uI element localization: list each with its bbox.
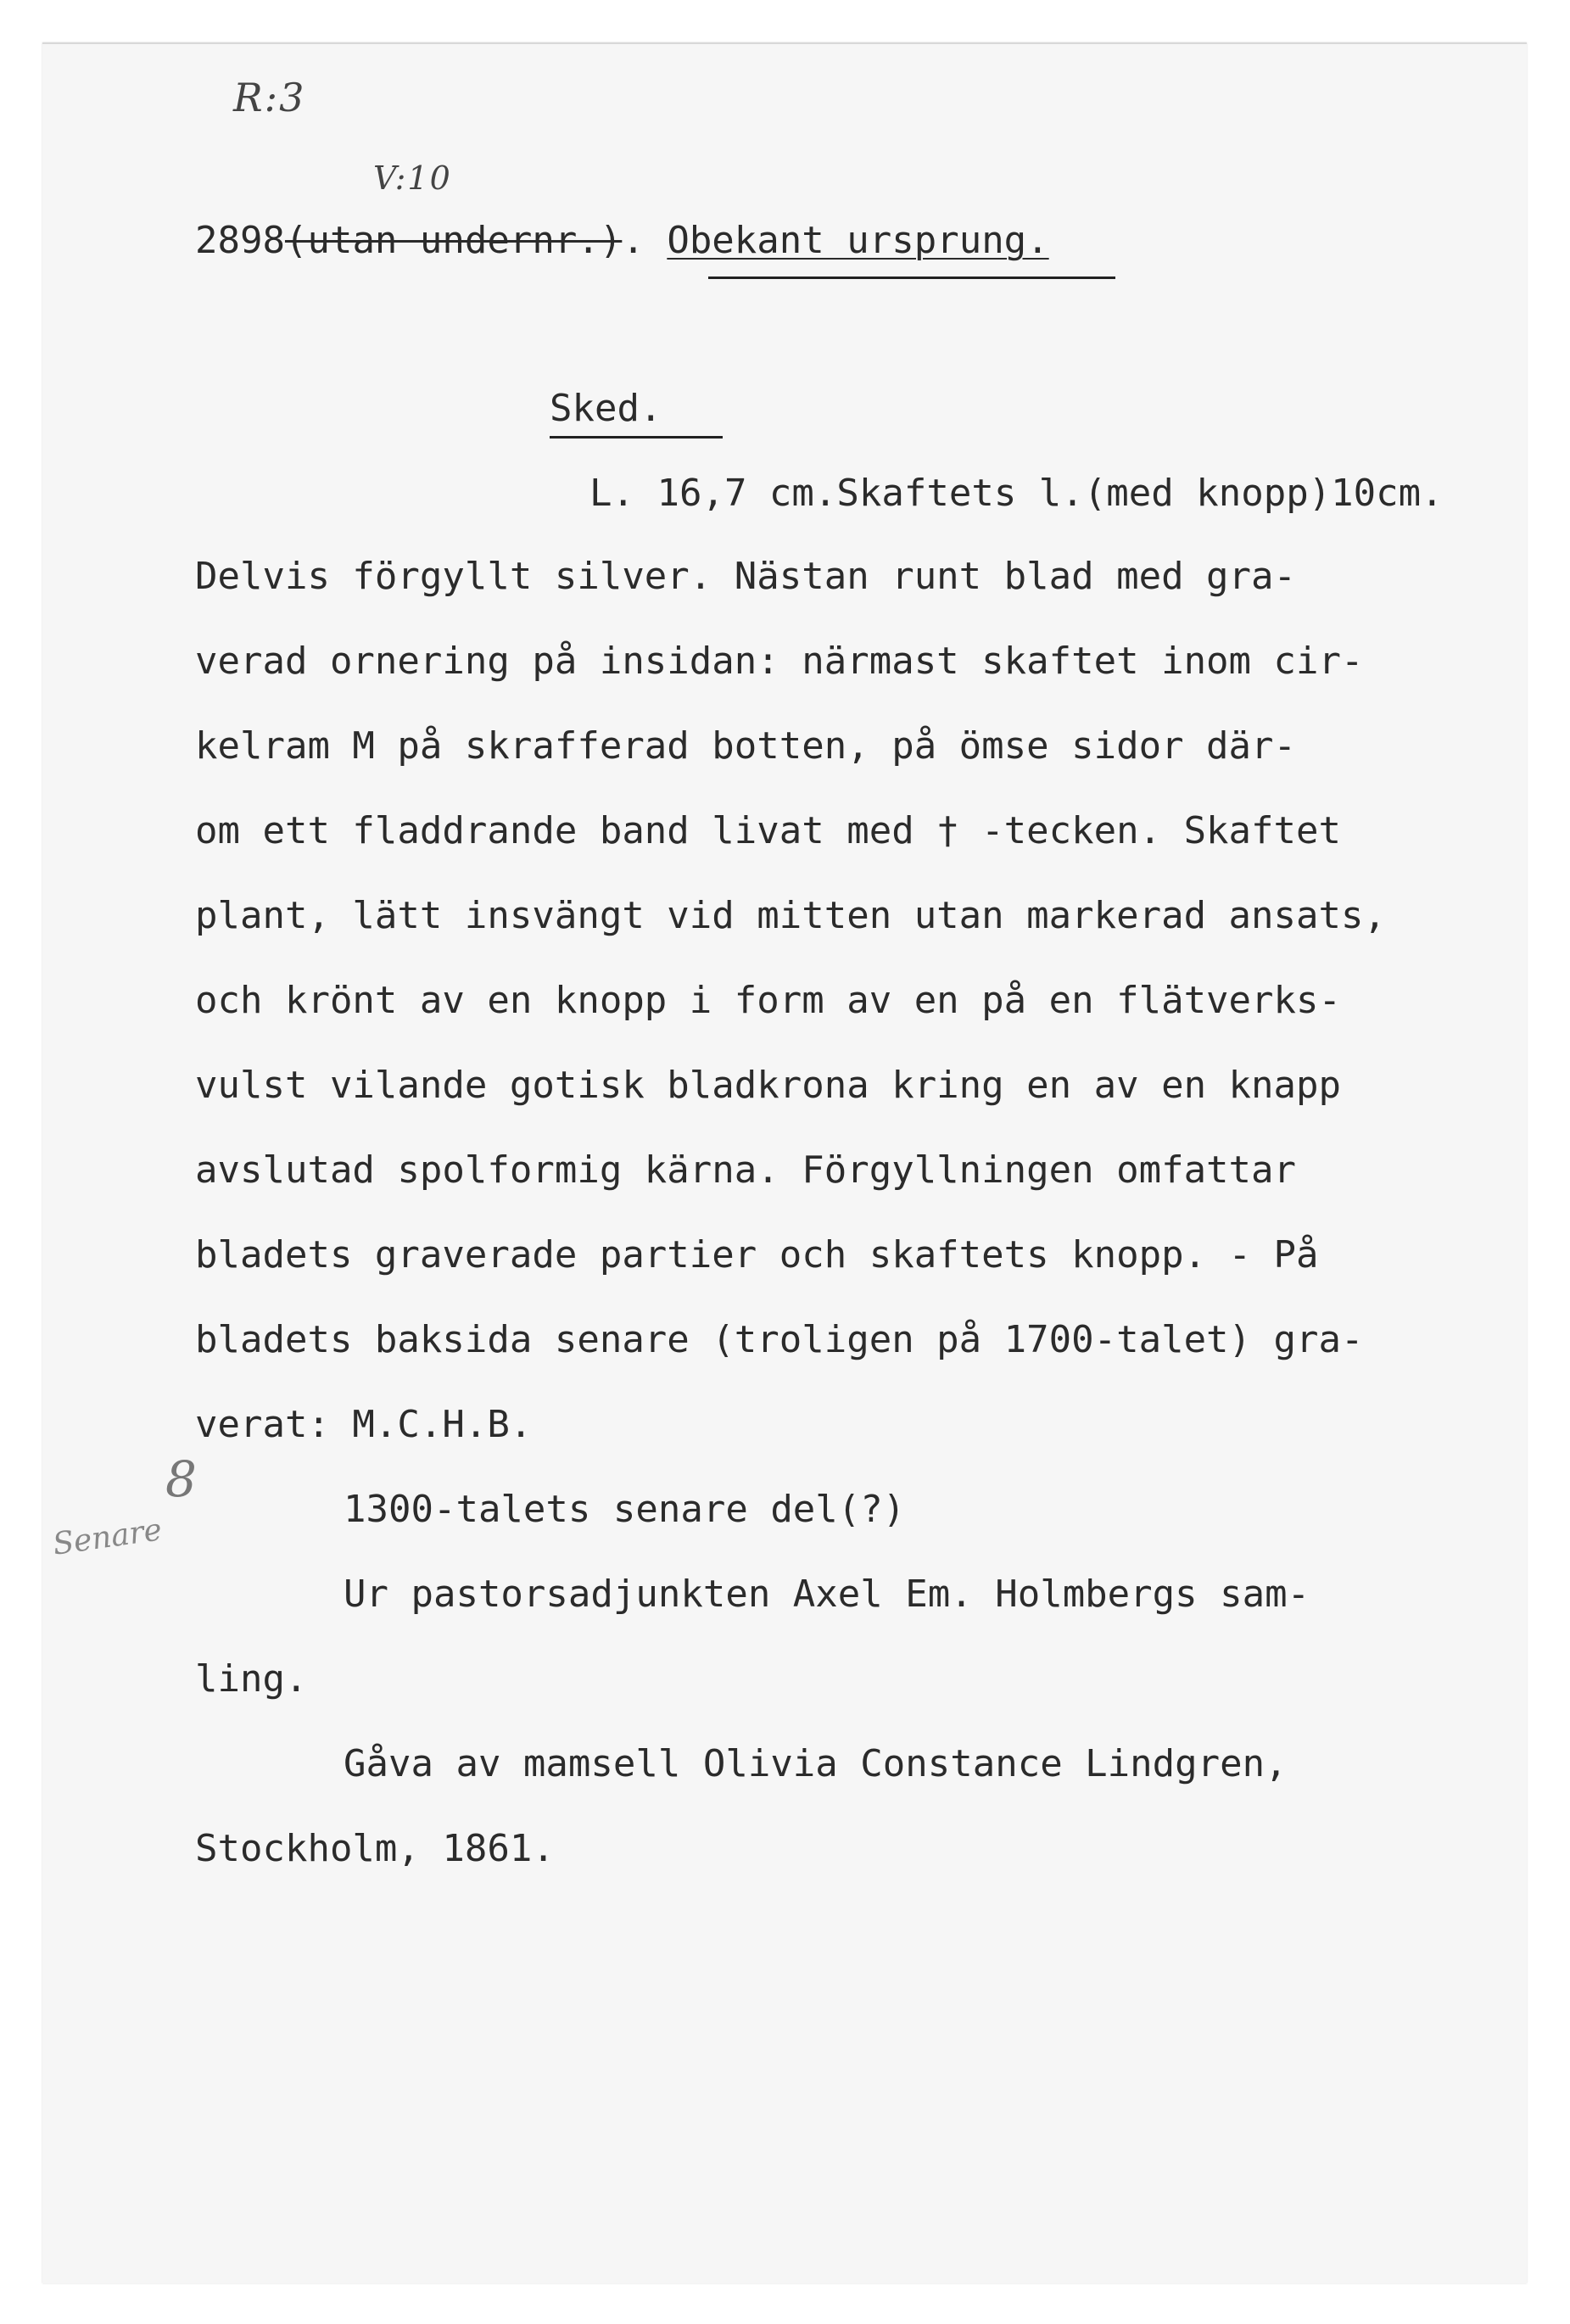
handwritten-margin-number: 8 — [165, 1450, 197, 1508]
body-line-8: vulst vilande gotisk bladkrona kring en av en knapp — [195, 1064, 1342, 1107]
body-line-10: bladets graverade partier och skaftets knopp. - På — [195, 1233, 1319, 1277]
body-line-11: bladets baksida senare (troligen på 1700-talet) gra- — [195, 1318, 1364, 1361]
dating-line: 1300-talets senare del(?) — [344, 1488, 906, 1531]
body-line-9: avslutad spolformig kärna. Förgyllningen omfattar — [195, 1148, 1297, 1192]
body-line-6: plant, lätt insvängt vid mitten utan markerad ansats, — [195, 894, 1386, 937]
body-line-4: kelram M på skrafferad botten, på ömse sidor där- — [195, 724, 1297, 768]
title-underline — [550, 436, 723, 439]
body-line-7: och krönt av en knopp i form av en på en flätverks- — [195, 979, 1342, 1022]
header-separator: . — [622, 219, 645, 262]
handwritten-margin-note: Senare — [50, 1512, 165, 1562]
gift-line-1: Gåva av mamsell Olivia Constance Lindgren, — [344, 1742, 1288, 1785]
handwritten-shelfmark: R:3 — [233, 75, 306, 120]
provenance-line-1: Ur pastorsadjunkten Axel Em. Holmbergs sam- — [344, 1573, 1310, 1616]
struck-subnumber: (utan undernr.) — [284, 219, 623, 262]
origin-label: Obekant ursprung. — [667, 219, 1049, 262]
catalog-header — [195, 219, 1049, 262]
object-title: Sked. — [550, 387, 662, 430]
body-line-5: om ett fladdrande band livat med † -tecken. Skaftet — [195, 809, 1342, 852]
gift-line-2: Stockholm, 1861. — [195, 1827, 555, 1870]
body-line-2: Delvis förgyllt silver. Nästan runt blad med gra- — [195, 555, 1297, 598]
handwritten-vnum: V:10 — [373, 159, 452, 197]
body-line-3: verad ornering på insidan: närmast skaftet inom cir- — [195, 640, 1364, 683]
header-underline — [708, 277, 1115, 279]
catalog-number: 2898 — [195, 219, 285, 262]
body-line-12: verat: M.C.H.B. — [195, 1403, 533, 1446]
provenance-line-2: ling. — [195, 1657, 308, 1701]
body-line-1: L. 16,7 cm.Skaftets l.(med knopp)10cm. — [589, 472, 1444, 515]
